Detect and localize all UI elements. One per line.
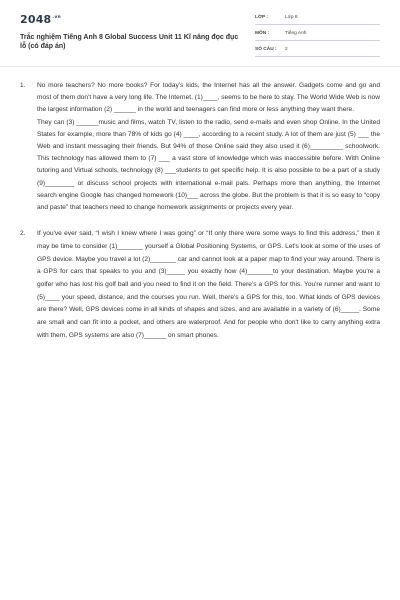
logo-text: 2048 bbox=[20, 13, 52, 26]
meta-value: 2 bbox=[285, 47, 288, 52]
passage-paragraph: If you've ever said, “I wish I knew where I was going” or “If only there were some ways to find this address,” then it may be time to consider (1)_______ yourself a Global Positioning Systems, or GPS. Let's look at some of the uses of GPS device. Maybe you travel a lot (2)_______ car and cannot look at a paper map to find your way around. There is a GPS for cars that speaks to you and (3)_____ you exactly how (4)_______to your destination. Maybe you're a golfer who has lost his golf ball and you need to find it on the field. There's a GPS for this. You're runner and want to (5)____ your speed, distance, and the courses you run. Well, there's a GPS for this, too. What kinds of GPS devices are there? Well, GPS devices come in all kinds of shapes and sizes, and are available in a variety of (6)_____. Some are small and can fit into a pocket, and others are waterproof. And for people who don't like to carry anything extra with them, GPS systems are also (7)______ on smart phones. bbox=[37, 230, 380, 339]
meta-row-count bbox=[255, 45, 380, 57]
meta-value: Tiếng Anh bbox=[285, 31, 307, 36]
meta-row-subject bbox=[255, 29, 380, 41]
header-divider bbox=[0, 66, 400, 67]
question-number: 2. bbox=[20, 230, 26, 238]
question-1 bbox=[20, 80, 380, 214]
meta-key: MÔN : bbox=[255, 31, 270, 36]
passage-paragraph: They can (3) ______music and films, watch TV, listen to the radio, send e-mails and even shop Online. In the United States for example, more than 78% of kids go (4) ____, according to a recent study. A lot of them are just (5) ___ the Web and instant messaging their friends. But 94% of those Online said they also used it (6)_________ schoolwork. This technology has allowed them to (7) ___ a vast store of knowledge which was inaccessible before. With Online tutoring and Virtual schools, technology (8) ___students to get specific help. It is also possible to be a part of a study (9)________ or discuss school projects with international e-mail pals. Perhaps more than anything, the Internet search engine Google has changed homework (10)___ across the globe. But the problem is that it is so easy to “copy and paste” that teachers need to change homework assignments or projects every year. bbox=[37, 118, 380, 212]
meta-key: LỚP : bbox=[255, 15, 269, 20]
meta-key: SỐ CÂU : bbox=[255, 47, 277, 52]
page-header bbox=[0, 0, 400, 66]
questions-list bbox=[20, 80, 380, 343]
question-number: 1. bbox=[20, 82, 26, 89]
site-logo[interactable] bbox=[20, 13, 61, 26]
question-passage bbox=[37, 80, 380, 214]
question-2 bbox=[20, 228, 380, 342]
passage-paragraph: No more teachers? No more books? For today’s kids, the Internet has all the answer. Gadgets come and go and most of them don't have a very long life. The Internet, (1)____, seems to be here to stay. The World Wide Web is now the largest information (2) ______ in the world and teenagers can find more or less anything they want there. bbox=[37, 82, 380, 114]
document-title: Trắc nghiệm Tiếng Anh 8 Global Success Unit 11 Kĩ năng đọc đục lỗ (có đáp án) bbox=[20, 34, 239, 50]
meta-row-class bbox=[255, 13, 380, 25]
meta-value: Lớp 8 bbox=[285, 15, 298, 20]
logo-suffix: .vn bbox=[52, 15, 61, 21]
question-passage bbox=[37, 228, 380, 342]
